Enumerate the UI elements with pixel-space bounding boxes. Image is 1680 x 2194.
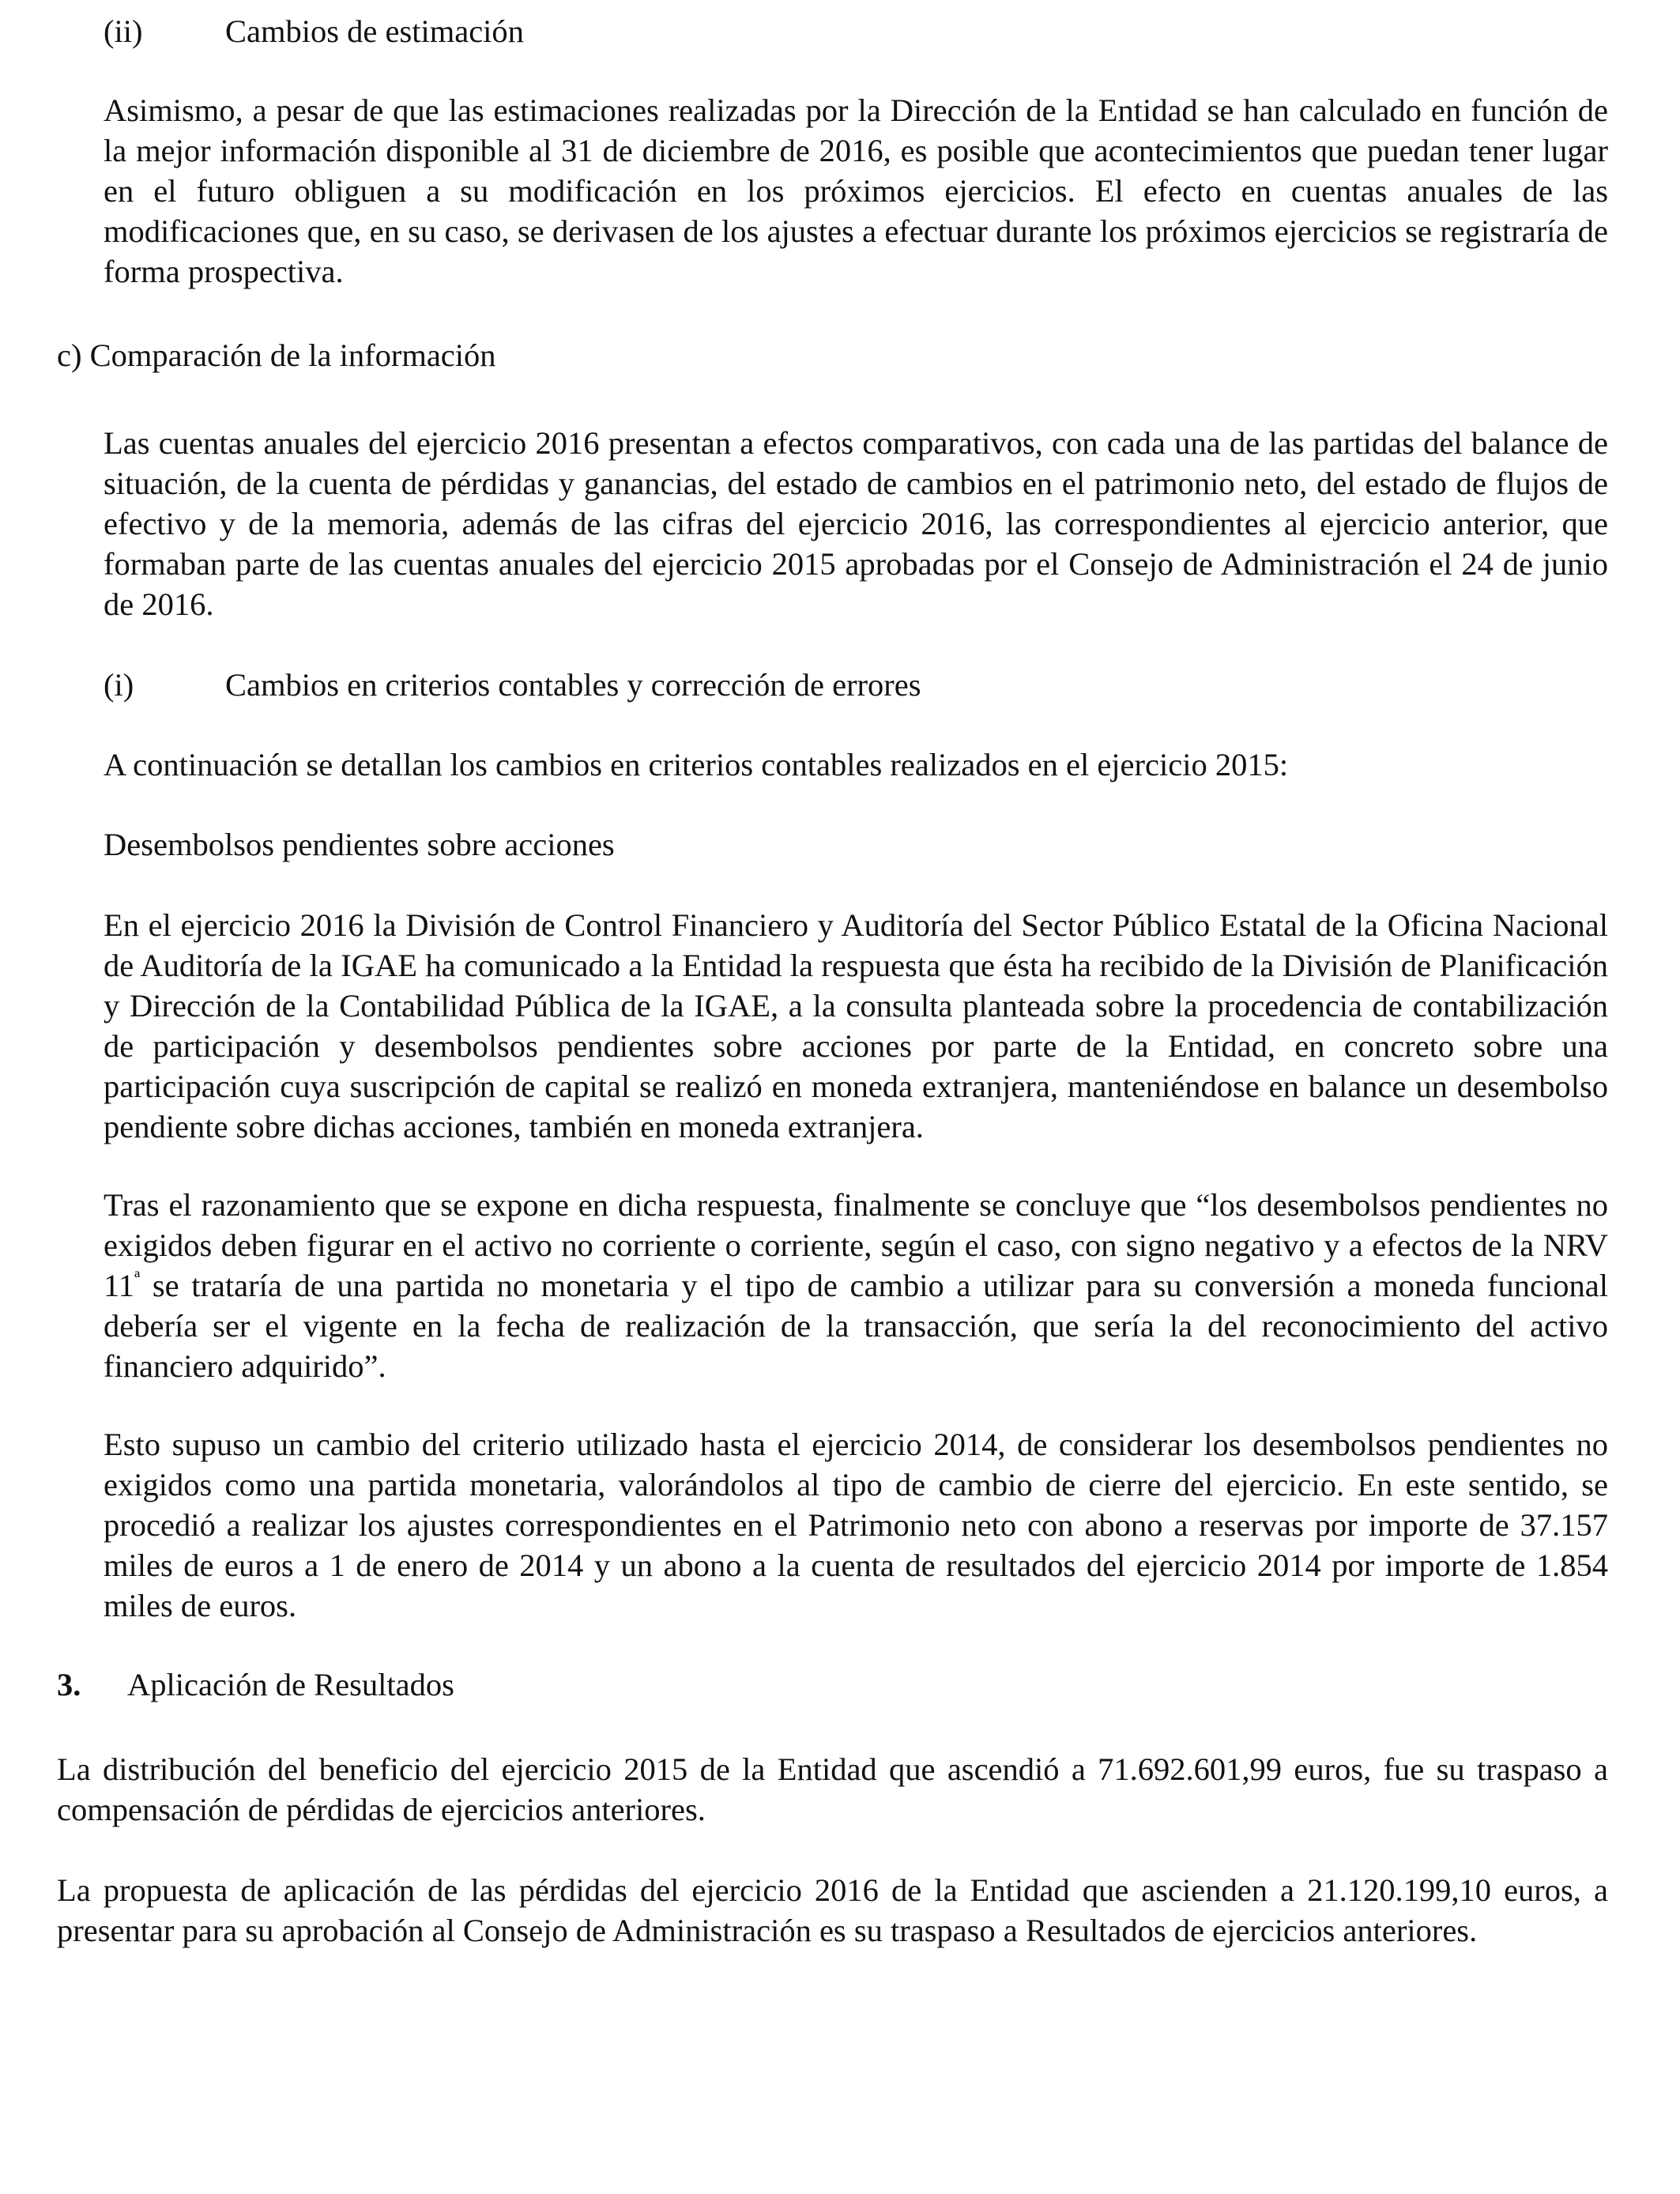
section-i-title: Cambios en criterios contables y corrección de errores [225,667,921,703]
section-ii-number: (ii) [104,13,143,49]
section-i-intro: A continuación se detallan los cambios en criterios contables realizados en el ejercicio 2015: [104,747,1289,782]
superscript-ordinal: ª [134,1267,141,1290]
section-c-paragraph: Las cuentas anuales del ejercicio 2016 presentan a efectos comparativos, con cada una de las partidas del balance de situación, de la cuenta de pérdidas y ganancias, del estado de cambios en el patrimonio neto, del estado de flujos de efectivo y de la memoria, además de las cifras del ejercicio 2016, las correspondientes al ejercicio anterior, que formaban parte de las cuentas anuales del ejercicio 2015 aprobadas por el Consejo de Administración el 24 de junio de 2016. [104,425,1608,622]
section-c-heading: c) Comparación de la información [57,337,496,373]
section-3-number: 3. [57,1667,81,1702]
section-i-paragraph-1: En el ejercicio 2016 la División de Control Financiero y Auditoría del Sector Público Estatal de la Oficina Nacional de Auditoría de la IGAE ha comunicado a la Entidad la respuesta que ésta ha recibido de la División de Planificación y Dirección de la Contabilidad Pública de la IGAE, a la consulta planteada sobre la procedencia de contabilización de participación y desembolsos pendientes sobre acciones por parte de la Entidad, en concreto sobre una participación cuya suscripción de capital se realizó en moneda extranjera, manteniéndose en balance un desembolso pendiente sobre dichas acciones, también en moneda extranjera. [104,907,1608,1144]
section-i-paragraph-3: Esto supuso un cambio del criterio utilizado hasta el ejercicio 2014, de considerar los desembolsos pendientes no exigidos como una partida monetaria, valorándolos al tipo de cambio de cierre del ejercicio. En este sentido, se procedió a realizar los ajustes correspondientes en el Patrimonio neto con abono a reservas por importe de 37.157 miles de euros a 1 de enero de 2014 y un abono a la cuenta de resultados del ejercicio 2014 por importe de 1.854 miles de euros. [104,1427,1608,1623]
section-3-paragraph-2: La propuesta de aplicación de las pérdidas del ejercicio 2016 de la Entidad que ascienden a 21.120.199,10 euros, a presentar para su aprobación al Consejo de Administración es su traspaso a Resultados de ejercicios anteriores. [57,1872,1608,1948]
section-i-number: (i) [104,667,134,703]
section-3-paragraph-1: La distribución del beneficio del ejercicio 2015 de la Entidad que ascendió a 71.692.601,99 euros, fue su traspaso a compensación de pérdidas de ejercicios anteriores. [57,1751,1608,1827]
section-ii-paragraph: Asimismo, a pesar de que las estimaciones realizadas por la Dirección de la Entidad se han calculado en función de la mejor información disponible al 31 de diciembre de 2016, es posible que acontecimientos que puedan tener lugar en el futuro obliguen a su modificación en los próximos ejercicios. El efecto en cuentas anuales de las modificaciones que, en su caso, se derivasen de los ajustes a efectuar durante los próximos ejercicios se registraría de forma prospectiva. [104,92,1608,289]
section-i-paragraph-2-part-a: Tras el razonamiento que se expone en dicha respuesta, finalmente se concluye que “los desembolsos pendientes no exigidos deben figurar en el activo no corriente o corriente, según el caso, con signo negativo y a efectos de la NRV 11 [104,1187,1608,1303]
section-3-title: Aplicación de Resultados [127,1667,454,1702]
section-ii-title: Cambios de estimación [225,13,524,49]
section-i-subtitle: Desembolsos pendientes sobre acciones [104,827,615,862]
section-i-paragraph-2-part-b: se trataría de una partida no monetaria y el tipo de cambio a utilizar para su conversión a moneda funcional debería ser el vigente en la fecha de realización de la transacción, que sería la del reconocimiento del activo financiero adquirido”. [104,1268,1608,1384]
section-i-paragraph-2 [104,1185,1608,1386]
